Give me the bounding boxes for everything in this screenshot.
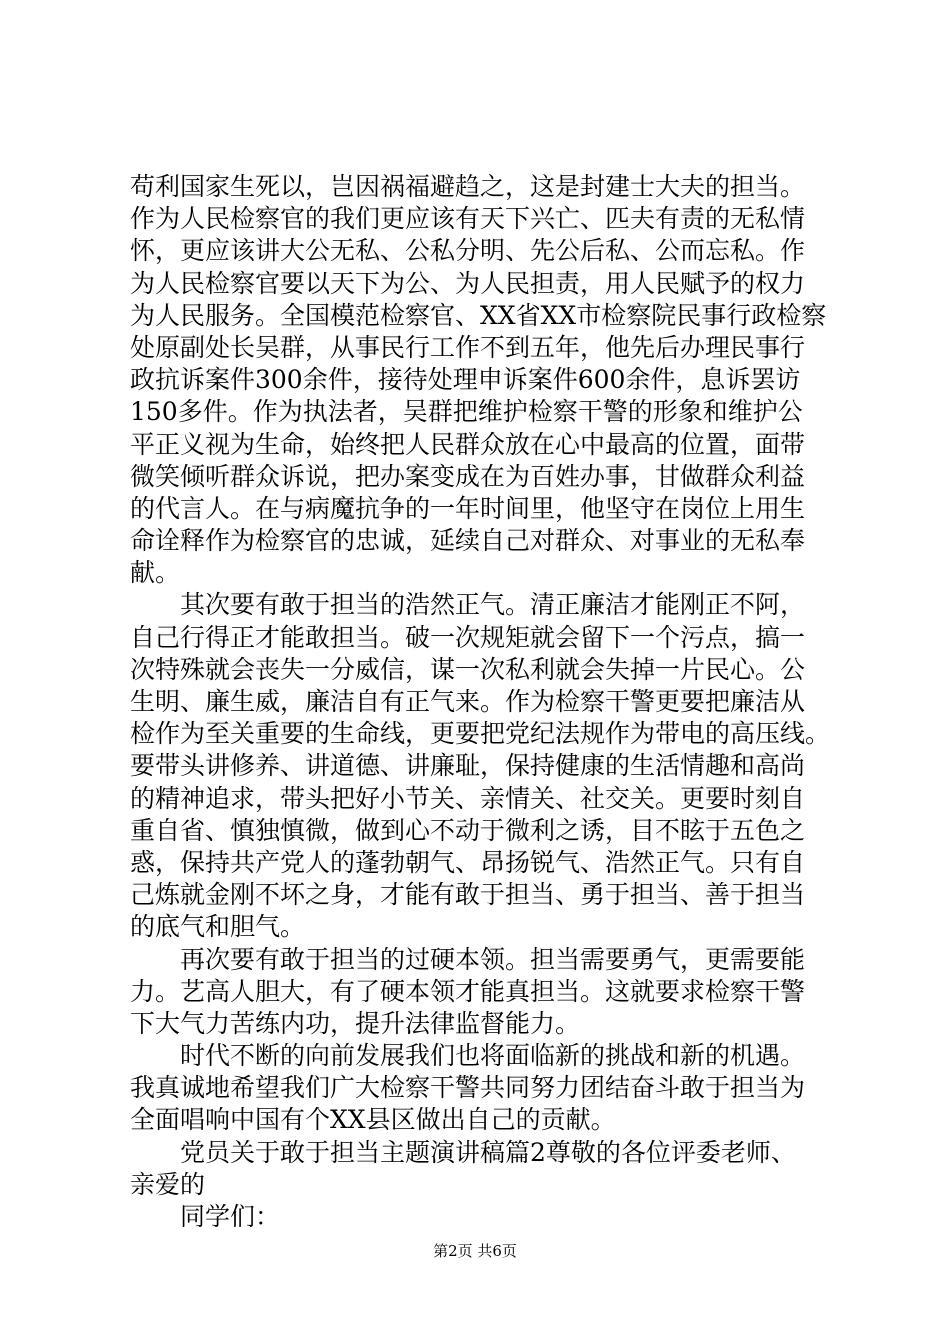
text-line: 全面唱响中国有个XX县区做出自己的贡献。 bbox=[130, 1105, 616, 1135]
text-line: 党员关于敢于担当主题演讲稿篇2尊敬的各位评委老师、 bbox=[180, 1137, 796, 1167]
text-line: 的底气和胆气。 bbox=[130, 912, 306, 942]
text-line: 苟利国家生死以，岂因祸福避趋之，这是封建士大夫的担当。 bbox=[130, 172, 806, 201]
text-line: 自己行得正才能敢担当。破一次规矩就会留下一个污点，搞一 bbox=[130, 622, 806, 652]
text-line: 惑，保持共产党人的蓬勃朝气、昂扬锐气、浩然正气。只有自 bbox=[130, 847, 806, 877]
text-line: 献。 bbox=[130, 558, 181, 588]
text-line: 150多件。作为执法者，吴群把维护检察干警的形象和维护公 bbox=[130, 397, 803, 427]
text-line: 微笑倾听群众诉说，把办案变成在为百姓办事，甘做群众利益 bbox=[130, 461, 806, 491]
text-line: 生明、廉生威，廉洁自有正气来。作为检察干警更要把廉洁从 bbox=[130, 687, 806, 716]
text-line: 检作为至关重要的生命线，更要把党纪法规作为带电的高压线。 bbox=[130, 719, 831, 749]
text-line: 亲爱的 bbox=[130, 1169, 206, 1199]
text-line: 的代言人。在与病魔抗争的一年时间里，他坚守在岗位上用生 bbox=[130, 493, 806, 523]
document-body bbox=[130, 171, 845, 1233]
text-line: 政抗诉案件300余件，接待处理申诉案件600余件，息诉罢访 bbox=[130, 365, 801, 395]
text-line: 其次要有敢于担当的浩然正气。清正廉洁才能刚正不阿， bbox=[180, 590, 806, 620]
text-line: 作为人民检察官的我们更应该有天下兴亡、匹夫有责的无私情 bbox=[130, 204, 806, 234]
text-line: 再次要有敢于担当的过硬本领。担当需要勇气，更需要能 bbox=[180, 944, 806, 974]
text-line: 力。艺高人胆大，有了硬本领才能真担当。这就要求检察干警 bbox=[130, 976, 806, 1006]
text-line: 我真诚地希望我们广大检察干警共同努力团结奋斗敢于担当为 bbox=[130, 1073, 806, 1103]
text-line: 要带头讲修养、讲道德、讲廉耻，保持健康的生活情趣和高尚 bbox=[130, 751, 806, 781]
text-line: 为人民服务。全国模范检察官、XX省XX市检察院民事行政检察 bbox=[130, 300, 827, 330]
text-line: 的精神追求，带头把好小节关、亲情关、社交关。更要时刻自 bbox=[130, 783, 806, 813]
text-line: 同学们： bbox=[180, 1202, 281, 1231]
text-line: 重自省、慎独慎微，做到心不动于微利之诱，目不眩于五色之 bbox=[130, 815, 806, 845]
text-line: 己炼就金刚不坏之身，才能有敢于担当、勇于担当、善于担当 bbox=[130, 880, 806, 910]
text-line: 为人民检察官要以天下为公、为人民担责，用人民赋予的权力 bbox=[130, 268, 806, 298]
text-line: 命诠释作为检察官的忠诚，延续自己对群众、对事业的无私奉 bbox=[130, 526, 806, 556]
text-line: 次特殊就会丧失一分威信，谋一次私利就会失掉一片民心。公 bbox=[130, 654, 806, 684]
text-line: 时代不断的向前发展我们也将面临新的挑战和新的机遇。 bbox=[180, 1041, 806, 1071]
page-footer: 第2页 共6页 bbox=[433, 1242, 517, 1260]
text-line: 平正义视为生命，始终把人民群众放在心中最高的位置，面带 bbox=[130, 429, 806, 459]
text-line: 处原副处长吴群，从事民行工作不到五年，他先后办理民事行 bbox=[130, 332, 806, 362]
text-line: 下大气力苦练内功，提升法律监督能力。 bbox=[130, 1008, 581, 1038]
text-line: 怀，更应该讲大公无私、公私分明、先公后私、公而忘私。作 bbox=[130, 236, 806, 266]
